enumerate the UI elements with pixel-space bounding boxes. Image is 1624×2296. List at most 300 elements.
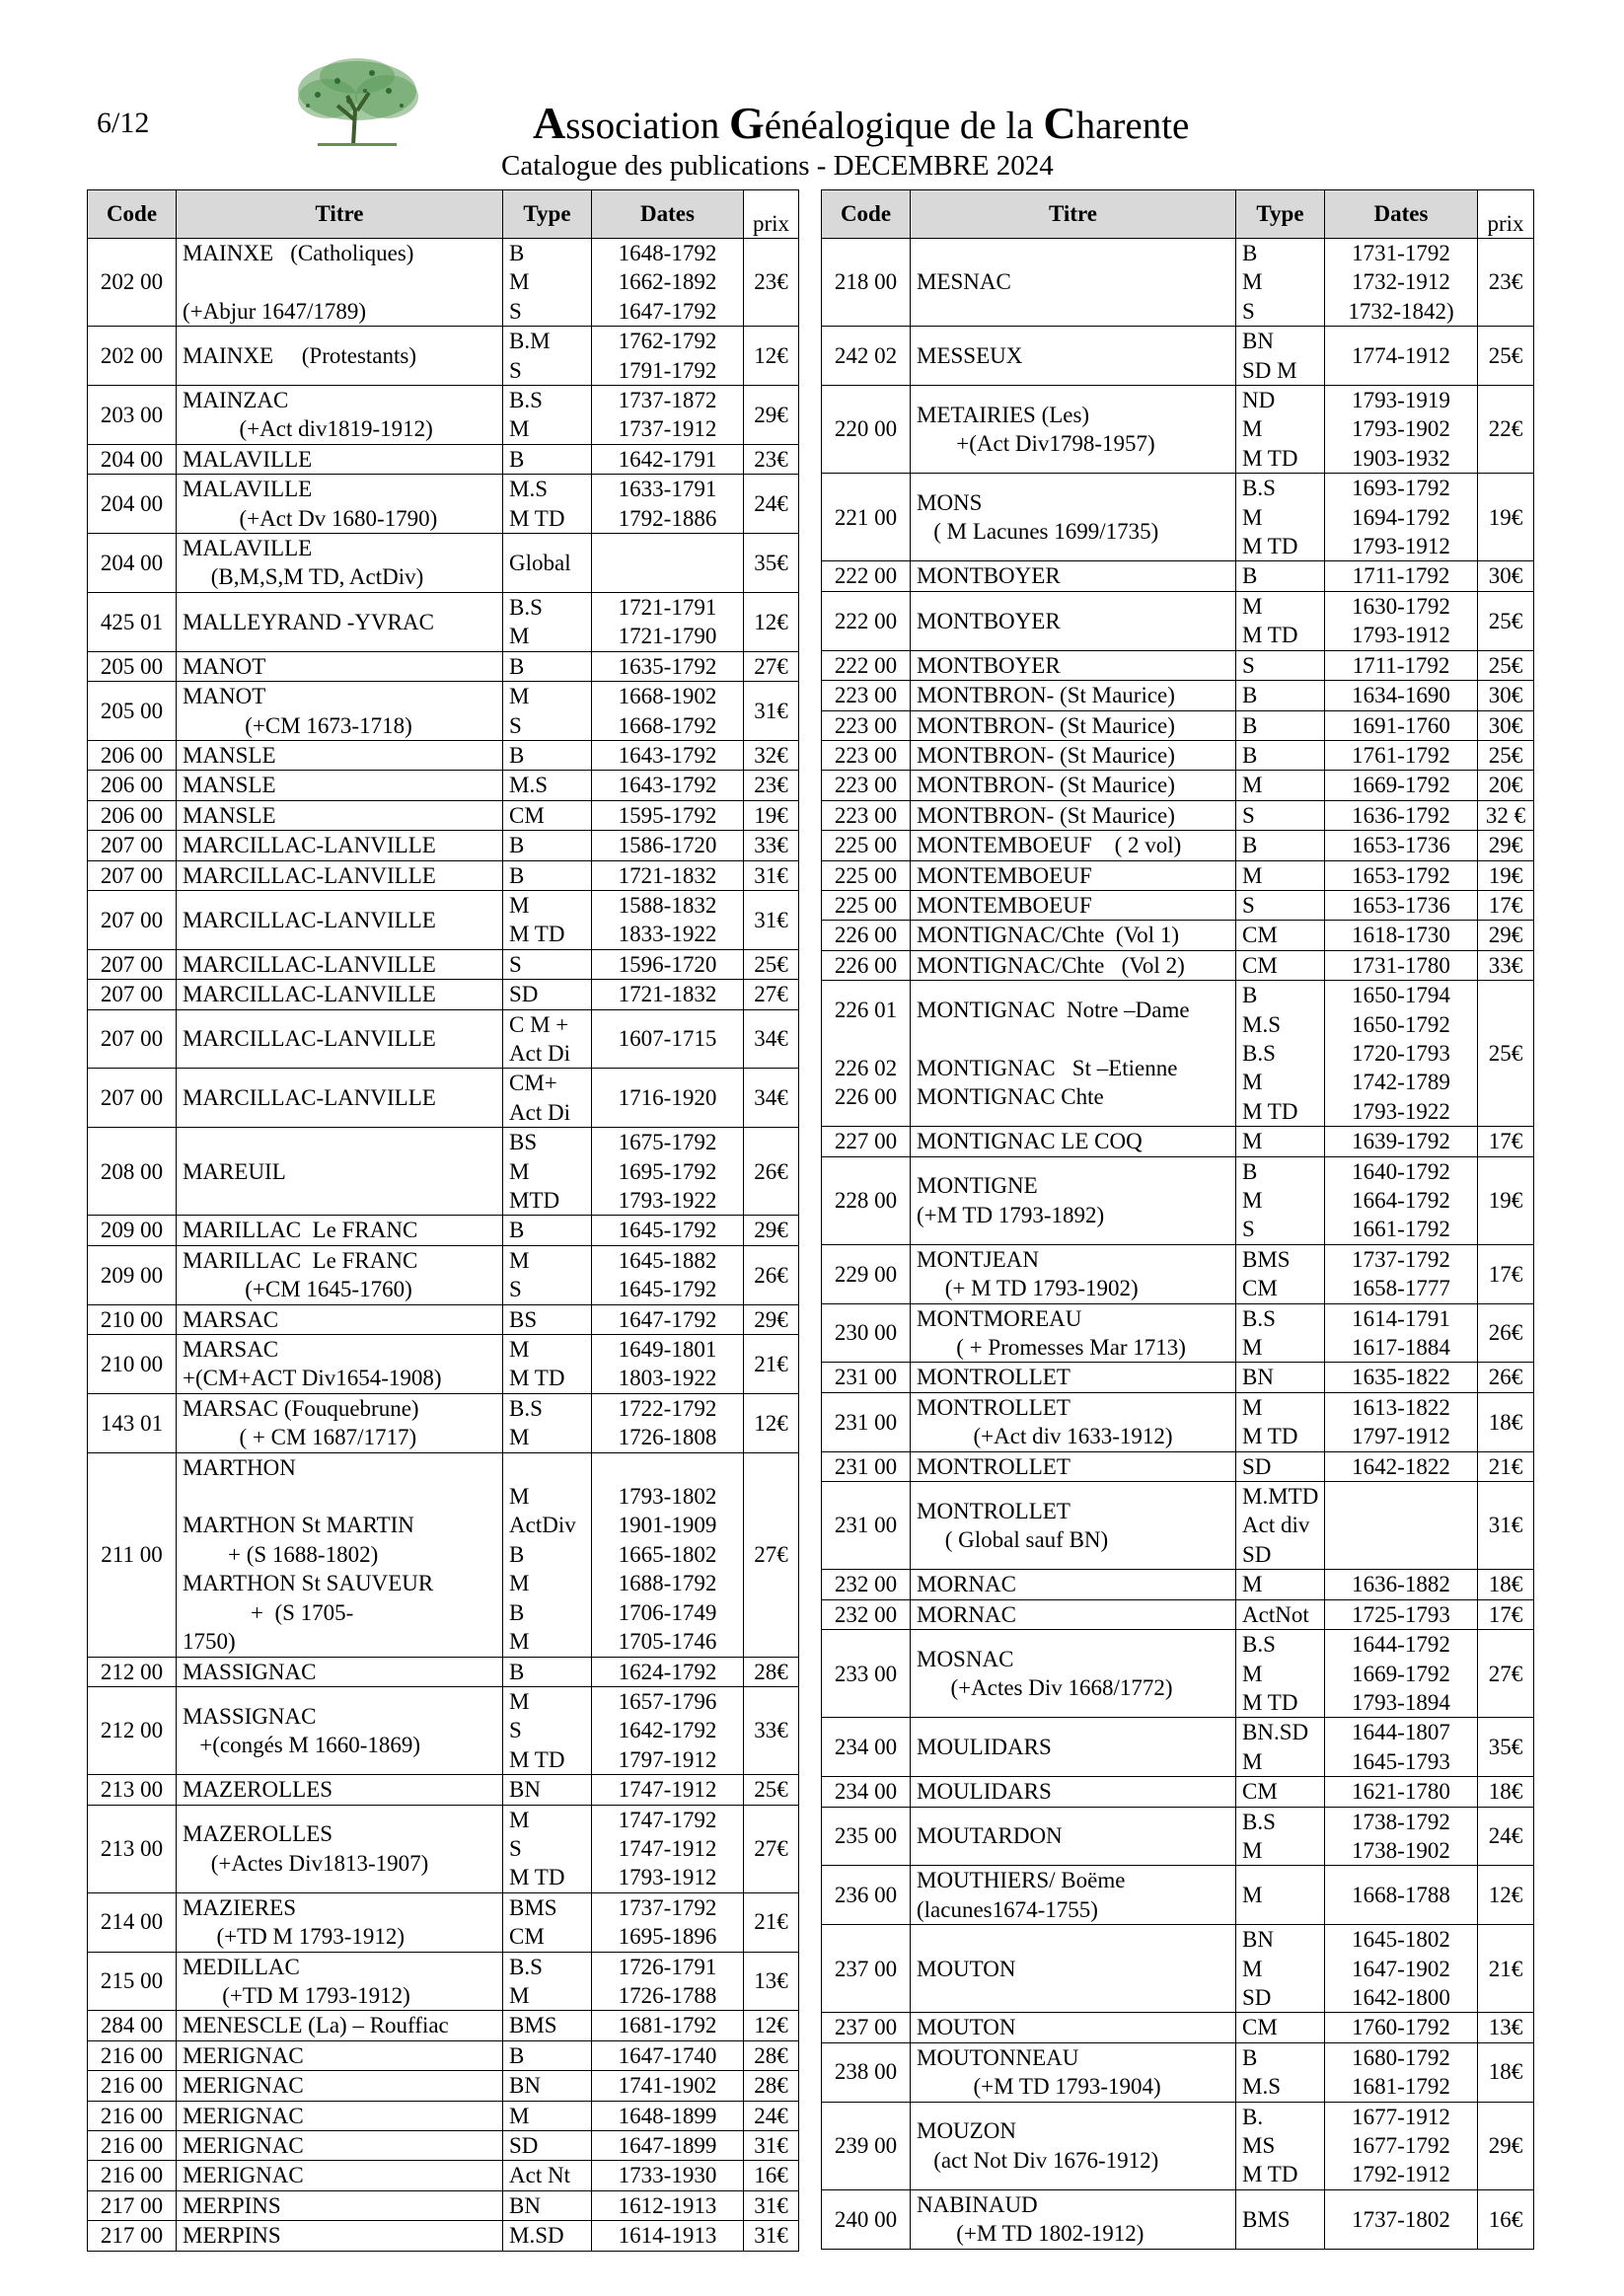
cell-titre: MERPINS	[177, 2221, 503, 2251]
cell-prix: 27€	[744, 1452, 799, 1657]
cell-prix: 16€	[744, 2161, 799, 2190]
cell-code: 227 00	[822, 1127, 911, 1156]
cell-code: 204 00	[88, 444, 177, 474]
cell-code: 228 00	[822, 1156, 911, 1244]
cell-titre: MONTEMBOEUF ( 2 vol)	[911, 831, 1236, 860]
cell-dates: 1721-1832	[592, 980, 744, 1009]
cell-dates: 1647-1899	[592, 2131, 744, 2161]
cell-code: 232 00	[822, 1599, 911, 1629]
table-row	[88, 651, 799, 681]
cell-prix: 30€	[1478, 710, 1534, 740]
cell-prix: 26€	[1478, 1363, 1534, 1392]
cell-prix: 21€	[1478, 1925, 1534, 2013]
table-row	[822, 2189, 1534, 2249]
cell-dates: 1737-1872 1737-1912	[592, 386, 744, 445]
cell-titre: MONTROLLET (+Act div 1633-1912)	[911, 1392, 1236, 1451]
cell-titre: MONTROLLET	[911, 1451, 1236, 1481]
cell-dates: 1762-1792 1791-1792	[592, 327, 744, 386]
cell-prix: 18€	[1478, 1392, 1534, 1451]
document-subtitle: Catalogue des publications - DECEMBRE 2024	[501, 150, 1054, 182]
cell-type: C M + Act Di	[503, 1009, 592, 1069]
cell-code: 231 00	[822, 1363, 911, 1392]
cell-titre: MANOT (+CM 1673-1718)	[177, 682, 503, 741]
cell-titre: MAZEROLLES	[177, 1775, 503, 1805]
cell-type: BN	[1236, 1363, 1325, 1392]
cell-titre: MARCILLAC-LANVILLE	[177, 1069, 503, 1128]
cell-type: Act Nt	[503, 2161, 592, 2190]
cell-dates: 1588-1832 1833-1922	[592, 890, 744, 949]
cell-prix: 31€	[744, 2131, 799, 2161]
table-row	[88, 239, 799, 327]
cell-prix: 23€	[744, 239, 799, 327]
table-row	[822, 474, 1534, 561]
cell-dates: 1737-1802	[1325, 2189, 1478, 2249]
cell-code: 226 00	[822, 921, 911, 950]
cell-type: B M S	[503, 239, 592, 327]
cell-titre: MAZEROLLES (+Actes Div1813-1907)	[177, 1805, 503, 1892]
cell-code: 222 00	[822, 591, 911, 650]
cell-type: CM	[1236, 921, 1325, 950]
table-row	[822, 1303, 1534, 1363]
cell-prix: 25€	[1478, 740, 1534, 770]
table-row	[822, 1156, 1534, 1244]
cell-type: ActNot	[1236, 1599, 1325, 1629]
cell-type: M S M TD	[503, 1686, 592, 1774]
cell-type: S	[1236, 800, 1325, 830]
cell-type: CM	[1236, 1777, 1325, 1807]
cell-titre: MAINXE (Protestants)	[177, 327, 503, 386]
cell-type: B M.S	[1236, 2042, 1325, 2102]
table-row	[88, 1216, 799, 1245]
table-row	[88, 890, 799, 949]
cell-dates: 1653-1736	[1325, 890, 1478, 920]
cell-prix: 17€	[1478, 1599, 1534, 1629]
table-row	[822, 1482, 1534, 1570]
cell-type: M.S M TD	[503, 475, 592, 534]
table-row	[88, 327, 799, 386]
cell-prix: 12€	[744, 592, 799, 651]
cell-prix: 12€	[744, 327, 799, 386]
cell-titre: MAZIERES (+TD M 1793-1912)	[177, 1892, 503, 1952]
cell-prix: 34€	[744, 1069, 799, 1128]
cell-code: 225 00	[822, 890, 911, 920]
cell-dates: 1636-1882	[1325, 1570, 1478, 1599]
cell-prix: 13€	[744, 1952, 799, 2011]
cell-dates: 1613-1822 1797-1912	[1325, 1392, 1478, 1451]
cell-prix: 19€	[1478, 474, 1534, 561]
table-row	[822, 1127, 1534, 1156]
cell-prix: 31€	[744, 860, 799, 890]
cell-prix: 27€	[744, 651, 799, 681]
header-code: Code	[88, 190, 177, 239]
cell-prix: 21€	[744, 1335, 799, 1394]
table-row	[88, 1304, 799, 1334]
cell-titre: MONTBOYER	[911, 591, 1236, 650]
cell-dates: 1731-1792 1732-1912 1732-1842)	[1325, 239, 1478, 327]
table-row	[88, 831, 799, 860]
cell-code: 222 00	[822, 561, 911, 591]
cell-titre: MARCILLAC-LANVILLE	[177, 860, 503, 890]
cell-prix: 28€	[744, 2071, 799, 2101]
cell-dates: 1636-1792	[1325, 800, 1478, 830]
cell-type: BN	[503, 2190, 592, 2220]
cell-code: 202 00	[88, 327, 177, 386]
cell-code: 223 00	[822, 800, 911, 830]
cell-type: M M TD	[503, 890, 592, 949]
cell-dates: 1741-1902	[592, 2071, 744, 2101]
cell-prix: 30€	[1478, 561, 1534, 591]
cell-dates: 1642-1822	[1325, 1451, 1478, 1481]
cell-type: B M.S B.S M M TD	[1236, 981, 1325, 1127]
cell-code: 232 00	[822, 1570, 911, 1599]
cell-titre: MARCILLAC-LANVILLE	[177, 1009, 503, 1069]
cell-dates: 1614-1791 1617-1884	[1325, 1303, 1478, 1363]
cell-type: M ActDiv B M B M	[503, 1452, 592, 1657]
cell-titre: MERIGNAC	[177, 2101, 503, 2130]
cell-code: 209 00	[88, 1245, 177, 1304]
cell-code: 229 00	[822, 1244, 911, 1303]
table-row	[88, 1245, 799, 1304]
cell-titre: MOULIDARS	[911, 1718, 1236, 1777]
table-row	[88, 682, 799, 741]
cell-type: B.S M	[503, 1952, 592, 2011]
cell-type: B.S M	[503, 592, 592, 651]
cell-prix: 22€	[1478, 386, 1534, 474]
cell-prix: 17€	[1478, 1244, 1534, 1303]
cell-titre: MONTIGNAC/Chte (Vol 1)	[911, 921, 1236, 950]
cell-titre: MONTIGNAC Notre –Dame MONTIGNAC St –Etienne MONTIGNAC Chte	[911, 981, 1236, 1127]
cell-prix: 25€	[744, 949, 799, 979]
cell-dates: 1644-1792 1669-1792 1793-1894	[1325, 1630, 1478, 1718]
cell-type: B	[1236, 561, 1325, 591]
cell-prix: 29€	[744, 386, 799, 445]
cell-titre: MERPINS	[177, 2190, 503, 2220]
table-row	[822, 740, 1534, 770]
cell-titre: MONTROLLET	[911, 1363, 1236, 1392]
cell-prix: 18€	[1478, 2042, 1534, 2102]
cell-dates: 1747-1792 1747-1912 1793-1912	[592, 1805, 744, 1892]
cell-code: 237 00	[822, 2013, 911, 2042]
table-row	[822, 1807, 1534, 1866]
table-row	[822, 771, 1534, 800]
cell-dates: 1630-1792 1793-1912	[1325, 591, 1478, 650]
cell-titre: METAIRIES (Les) +(Act Div1798-1957)	[911, 386, 1236, 474]
cell-type: B.M S	[503, 327, 592, 386]
cell-dates: 1761-1792	[1325, 740, 1478, 770]
cell-titre: MONTEMBOEUF	[911, 890, 1236, 920]
table-row	[88, 1069, 799, 1128]
header-prix: prix	[1478, 190, 1534, 239]
cell-code: 216 00	[88, 2040, 177, 2070]
cell-type: M.MTD Act div SD	[1236, 1482, 1325, 1570]
cell-code: 207 00	[88, 831, 177, 860]
document-title: Association Généalogique de la Charente	[533, 98, 1190, 148]
cell-code: 216 00	[88, 2101, 177, 2130]
cell-titre: MONTMOREAU ( + Promesses Mar 1713)	[911, 1303, 1236, 1363]
table-row	[88, 771, 799, 800]
cell-prix: 29€	[744, 1304, 799, 1334]
cell-prix: 27€	[1478, 1630, 1534, 1718]
header-type: Type	[1236, 190, 1325, 239]
table-row	[822, 1392, 1534, 1451]
cell-prix: 24€	[1478, 1807, 1534, 1866]
cell-titre: MONTBRON- (St Maurice)	[911, 710, 1236, 740]
cell-dates: 1645-1792	[592, 1216, 744, 1245]
cell-prix: 24€	[744, 2101, 799, 2130]
cell-code: 226 01 226 02 226 00	[822, 981, 911, 1127]
cell-type: SD	[503, 2131, 592, 2161]
header-code: Code	[822, 190, 911, 239]
cell-type: B.S M	[1236, 1807, 1325, 1866]
cell-code: 204 00	[88, 475, 177, 534]
cell-type: M	[503, 2101, 592, 2130]
table-row	[88, 2101, 799, 2130]
cell-code: 223 00	[822, 771, 911, 800]
header-titre: Titre	[911, 190, 1236, 239]
table-row	[822, 1718, 1534, 1777]
cell-dates: 1618-1730	[1325, 921, 1478, 950]
table-header-row	[822, 190, 1534, 239]
cell-prix: 35€	[744, 534, 799, 593]
cell-dates: 1711-1792	[1325, 561, 1478, 591]
cell-prix: 27€	[744, 980, 799, 1009]
cell-titre: MARILLAC Le FRANC (+CM 1645-1760)	[177, 1245, 503, 1304]
cell-prix: 20€	[1478, 771, 1534, 800]
cell-dates: 1677-1912 1677-1792 1792-1912	[1325, 2102, 1478, 2189]
cell-prix: 25€	[1478, 981, 1534, 1127]
cell-dates: 1668-1902 1668-1792	[592, 682, 744, 741]
cell-type: BMS	[1236, 2189, 1325, 2249]
cell-prix: 21€	[1478, 1451, 1534, 1481]
cell-type: B M S	[1236, 1156, 1325, 1244]
table-row	[88, 800, 799, 830]
cell-prix: 19€	[1478, 860, 1534, 890]
cell-prix: 26€	[744, 1128, 799, 1216]
cell-code: 220 00	[822, 386, 911, 474]
cell-prix: 23€	[1478, 239, 1534, 327]
cell-titre: MOUTON	[911, 2013, 1236, 2042]
cell-titre: MESNAC	[911, 239, 1236, 327]
cell-type: B	[503, 740, 592, 770]
cell-titre: MANOT	[177, 651, 503, 681]
cell-dates: 1737-1792 1658-1777	[1325, 1244, 1478, 1303]
table-row	[822, 591, 1534, 650]
cell-code: 205 00	[88, 682, 177, 741]
cell-prix: 19€	[744, 800, 799, 830]
cell-type: M S M TD	[503, 1805, 592, 1892]
cell-code: 207 00	[88, 1009, 177, 1069]
cell-dates: 1747-1912	[592, 1775, 744, 1805]
cell-type: B	[1236, 681, 1325, 710]
table-row	[822, 1363, 1534, 1392]
cell-dates: 1639-1792	[1325, 1127, 1478, 1156]
cell-code: 225 00	[822, 831, 911, 860]
cell-code: 223 00	[822, 681, 911, 710]
cell-dates: 1760-1792	[1325, 2013, 1478, 2042]
cell-prix: 35€	[1478, 1718, 1534, 1777]
cell-titre: MONTJEAN (+ M TD 1793-1902)	[911, 1244, 1236, 1303]
table-row	[822, 1777, 1534, 1807]
cell-prix: 25€	[1478, 650, 1534, 680]
cell-prix: 26€	[1478, 1303, 1534, 1363]
cell-code: 425 01	[88, 592, 177, 651]
cell-prix: 25€	[1478, 327, 1534, 386]
cell-prix: 29€	[1478, 2102, 1534, 2189]
cell-code: 225 00	[822, 860, 911, 890]
table-row	[88, 386, 799, 445]
cell-prix: 32 €	[1478, 800, 1534, 830]
cell-code: 217 00	[88, 2221, 177, 2251]
cell-type: B	[1236, 710, 1325, 740]
header-dates: Dates	[1325, 190, 1478, 239]
cell-type: M S	[503, 682, 592, 741]
cell-dates: 1607-1715	[592, 1009, 744, 1069]
catalogue-table-right	[821, 189, 1534, 2250]
cell-type: Global	[503, 534, 592, 593]
cell-dates: 1586-1720	[592, 831, 744, 860]
cell-code: 209 00	[88, 1216, 177, 1245]
cell-prix: 31€	[744, 682, 799, 741]
cell-titre: MOULIDARS	[911, 1777, 1236, 1807]
cell-type: S	[503, 949, 592, 979]
cell-titre: MALAVILLE (+Act Dv 1680-1790)	[177, 475, 503, 534]
cell-titre: MARSAC	[177, 1304, 503, 1334]
cell-type: M	[1236, 860, 1325, 890]
table-row	[822, 681, 1534, 710]
table-row	[822, 981, 1534, 1127]
cell-code: 237 00	[822, 1925, 911, 2013]
cell-titre: MONTBRON- (St Maurice)	[911, 740, 1236, 770]
cell-titre: MORNAC	[911, 1570, 1236, 1599]
tree-logo	[278, 51, 436, 150]
cell-prix: 24€	[744, 475, 799, 534]
cell-code: 212 00	[88, 1657, 177, 1686]
cell-type: BN M SD	[1236, 1925, 1325, 2013]
cell-code: 223 00	[822, 710, 911, 740]
cell-titre: MOUTARDON	[911, 1807, 1236, 1866]
cell-titre: MOSNAC (+Actes Div 1668/1772)	[911, 1630, 1236, 1718]
cell-type: BMS	[503, 2011, 592, 2040]
cell-type: ND M M TD	[1236, 386, 1325, 474]
cell-code: 206 00	[88, 800, 177, 830]
cell-dates: 1621-1780	[1325, 1777, 1478, 1807]
cell-dates: 1722-1792 1726-1808	[592, 1393, 744, 1452]
cell-prix: 28€	[744, 1657, 799, 1686]
cell-type: BS	[503, 1304, 592, 1334]
table-row	[822, 921, 1534, 950]
table-row	[88, 1335, 799, 1394]
cell-code: 207 00	[88, 980, 177, 1009]
cell-titre: MASSIGNAC	[177, 1657, 503, 1686]
cell-code: 236 00	[822, 1866, 911, 1925]
cell-type: B	[503, 831, 592, 860]
cell-code: 231 00	[822, 1482, 911, 1570]
table-row	[822, 950, 1534, 980]
cell-dates: 1648-1899	[592, 2101, 744, 2130]
cell-dates: 1612-1913	[592, 2190, 744, 2220]
cell-prix: 21€	[744, 1892, 799, 1952]
cell-code: 223 00	[822, 740, 911, 770]
cell-titre: MANSLE	[177, 771, 503, 800]
cell-titre: NABINAUD (+M TD 1802-1912)	[911, 2189, 1236, 2249]
table-row	[822, 1630, 1534, 1718]
cell-code: 207 00	[88, 890, 177, 949]
cell-titre: MONTBRON- (St Maurice)	[911, 800, 1236, 830]
cell-prix: 29€	[744, 1216, 799, 1245]
cell-dates: 1642-1791	[592, 444, 744, 474]
cell-type: B.S M	[503, 1393, 592, 1452]
cell-dates: 1669-1792	[1325, 771, 1478, 800]
catalogue-table-left	[87, 189, 799, 2252]
cell-code: 210 00	[88, 1304, 177, 1334]
cell-dates: 1645-1882 1645-1792	[592, 1245, 744, 1304]
cell-dates: 1731-1780	[1325, 950, 1478, 980]
cell-type: B	[503, 651, 592, 681]
cell-titre: MASSIGNAC +(congés M 1660-1869)	[177, 1686, 503, 1774]
cell-titre: MAINXE (Catholiques) (+Abjur 1647/1789)	[177, 239, 503, 327]
header-type: Type	[503, 190, 592, 239]
table-row	[88, 1657, 799, 1686]
cell-prix: 30€	[1478, 681, 1534, 710]
cell-dates: 1595-1792	[592, 800, 744, 830]
cell-titre: MONTIGNAC/Chte (Vol 2)	[911, 950, 1236, 980]
table-row	[88, 1952, 799, 2011]
cell-dates: 1681-1792	[592, 2011, 744, 2040]
cell-code: 234 00	[822, 1718, 911, 1777]
cell-code: 208 00	[88, 1128, 177, 1216]
cell-type: CM	[1236, 950, 1325, 980]
cell-titre: MERIGNAC	[177, 2161, 503, 2190]
cell-titre: MARCILLAC-LANVILLE	[177, 890, 503, 949]
cell-dates: 1680-1792 1681-1792	[1325, 2042, 1478, 2102]
cell-dates: 1711-1792	[1325, 650, 1478, 680]
table-row	[822, 386, 1534, 474]
cell-dates: 1650-1794 1650-1792 1720-1793 1742-1789 1793-1922	[1325, 981, 1478, 1127]
cell-type: B.S M	[1236, 1303, 1325, 1363]
table-row	[88, 1775, 799, 1805]
cell-titre: MANSLE	[177, 800, 503, 830]
cell-titre: MONTBOYER	[911, 650, 1236, 680]
cell-titre: MARTHON MARTHON St MARTIN + (S 1688-1802) MARTHON St SAUVEUR + (S 1705- 1750)	[177, 1452, 503, 1657]
cell-titre: MARILLAC Le FRANC	[177, 1216, 503, 1245]
cell-type: B M S	[1236, 239, 1325, 327]
cell-code: 221 00	[822, 474, 911, 561]
cell-dates: 1726-1791 1726-1788	[592, 1952, 744, 2011]
table-row	[822, 1925, 1534, 2013]
cell-dates: 1643-1792	[592, 740, 744, 770]
cell-code: 284 00	[88, 2011, 177, 2040]
table-row	[88, 1452, 799, 1657]
cell-prix: 18€	[1478, 1777, 1534, 1807]
cell-prix: 16€	[1478, 2189, 1534, 2249]
cell-type: BMS CM	[503, 1892, 592, 1952]
table-row	[88, 860, 799, 890]
cell-titre: MONTBOYER	[911, 561, 1236, 591]
cell-dates: 1793-1802 1901-1909 1665-1802 1688-1792 1706-1749 1705-1746	[592, 1452, 744, 1657]
cell-titre: MAREUIL	[177, 1128, 503, 1216]
table-row	[88, 740, 799, 770]
table-row	[88, 1805, 799, 1892]
cell-titre: MOUTON	[911, 1925, 1236, 2013]
cell-type: BN SD M	[1236, 327, 1325, 386]
cell-type: M M TD	[503, 1335, 592, 1394]
cell-dates: 1691-1760	[1325, 710, 1478, 740]
cell-dates: 1635-1792	[592, 651, 744, 681]
cell-type: BN.SD M	[1236, 1718, 1325, 1777]
cell-code: 213 00	[88, 1805, 177, 1892]
cell-titre: MARSAC (Fouquebrune) ( + CM 1687/1717)	[177, 1393, 503, 1452]
cell-titre: MONTROLLET ( Global sauf BN)	[911, 1482, 1236, 1570]
